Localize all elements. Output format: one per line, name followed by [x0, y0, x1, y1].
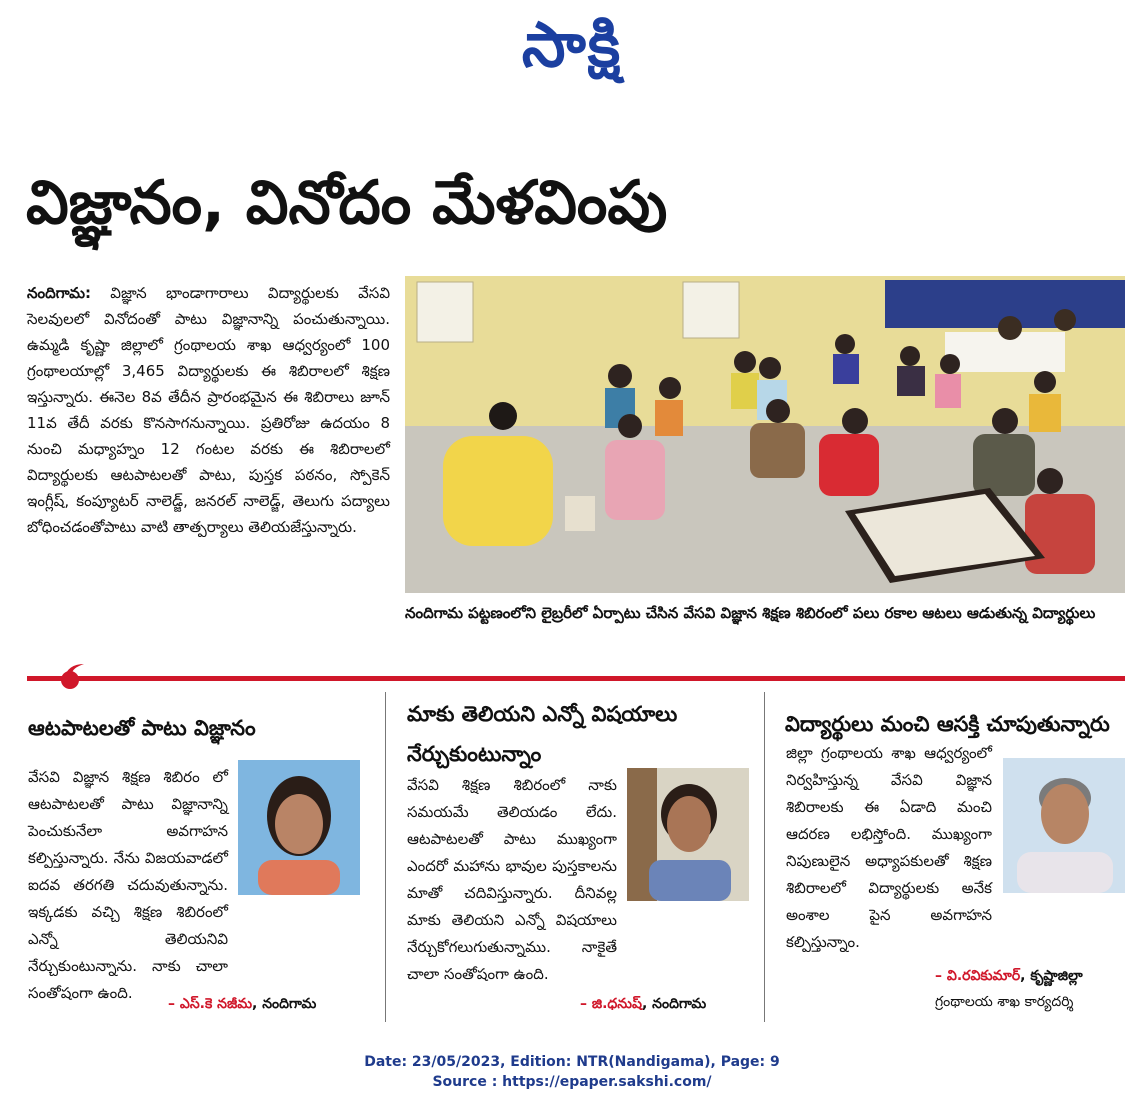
column-1-byline: – ఎస్.కె నజీమ, నందిగామ	[168, 996, 317, 1012]
column-2-byline: – జి.ధనుష్, నందిగామ	[580, 996, 707, 1012]
footer-date-line: Date: 23/05/2023, Edition: NTR(Nandigama), Page: 9	[364, 1054, 780, 1070]
column-2-heading: మాకు తెలియని ఎన్నో విషయాలు నేర్చుకుంటున్నాం	[407, 702, 678, 766]
photo-illustration	[405, 276, 1125, 593]
masthead-logo: సాక్షి	[521, 8, 623, 81]
byline-place: , నందిగామ	[641, 996, 707, 1012]
dateline: నందిగామ:	[27, 284, 91, 302]
column-3-byline: – వి.రవికుమార్, కృష్ణాజిల్లా	[935, 968, 1083, 984]
byline-place: , కృష్ణాజిల్లా	[1020, 968, 1083, 984]
page-headline: విజ్ఞానం, వినోదం మేళవింపు	[26, 168, 668, 238]
column-3-body	[786, 740, 992, 956]
column-rule	[764, 692, 765, 1022]
quote-mark-icon	[60, 662, 90, 690]
footer-source-line: Source : https://epaper.sakshi.com/	[432, 1074, 712, 1090]
column-3-text: జిల్లా గ్రంథాలయ శాఖ ఆధ్వర్యంలో నిర్వహిస్తున్న వేసవి విజ్ఞాన శిబిరాలకు ఈ ఏడాది మంచి ఆదరణ లభిస్తోంది. ముఖ్యంగా నిపుణులైన అధ్యాపకులతో శిక్షణ శిబిరాలలో విద్యార్థులకు అనేక అంశాల పైన అవగాహన కల్పిస్తున్నాం.	[786, 744, 992, 951]
column-3-heading: విద్యార్థులు మంచి ఆసక్తి చూపుతున్నారు	[785, 712, 1110, 736]
byline-name: వి.రవికుమార్	[946, 968, 1021, 984]
portrait-photo	[238, 760, 360, 895]
photo-caption: నందిగామ పట్టణంలోని లైబ్రరీలో ఏర్పాటు చేసిన వేసవి విజ్ఞాన శిక్షణ శిబిరంలో పలు రకాల ఆటలు ఆడుతున్న విద్యార్థులు	[405, 604, 1096, 622]
byline-name: ఎస్.కె నజీమ	[179, 996, 253, 1012]
lead-body: విజ్ఞాన భాండాగారాలు విద్యార్థులకు వేసవి సెలవులలో వినోదంతో పాటు విజ్ఞానాన్ని పంచుతున్నాయి. ఉమ్మడి కృష్ణా జిల్లాలో గ్రంథాలయ శాఖ ఆధ్వర్యంలో 100 గ్రంథాలయాల్లో 3,465 విద్యార్థులకు ఈ శిబిరాలలో శిక్షణ ఇస్తున్నారు. ఈనెల 8వ తేదీన ప్రారంభమైన ఈ శిబిరాలు జూన్ 11వ తేదీ వరకు కొనసాగనున్నాయి. ప్రతిరోజు ఉదయం 8 నుంచి మధ్యాహ్నం 12 గంటల వరకు ఈ శిబిరాలలో విద్యార్థులకు ఆటపాటలతో పాటు, పుస్తక పఠనం, స్పోకెన్ ఇంగ్లీష్, కంప్యూటర్ నాలెడ్జ్, జనరల్ నాలెడ్జ్, తెలుగు పద్యాలు బోధించడంతోపాటు వాటి తాత్పర్యాలు తెలియజేస్తున్నారు.	[27, 284, 390, 536]
column-2-text: వేసవి శిక్షణ శిబిరంలో నాకు సమయమే తెలియడం లేదు. ఆటపాటలతో పాటు ముఖ్యంగా ఎందరో మహాను భావుల పుస్తకాలను మాతో చదివిస్తున్నారు. దీనివల్ల మాకు తెలియని ఎన్నో విషయాలు నేర్చుకోగలుగుతున్నాము. నాకైతే చాలా సంతోషంగా ఉంది.	[407, 776, 617, 983]
lead-article	[27, 280, 390, 540]
column-1-heading: ఆటపాటలతో పాటు విజ్ఞానం	[28, 716, 256, 740]
column-1-body-top	[28, 764, 228, 1007]
section-divider	[27, 676, 1125, 681]
column-3-byline-role: గ్రంథాలయ శాఖ కార్యదర్శి	[935, 994, 1074, 1010]
column-1-text: వేసవి విజ్ఞాన శిక్షణ శిబిరం లో ఆటపాటలతో పాటు విజ్ఞానాన్ని పెంచుకునేలా అవగాహన కల్పిస్తున్నారు. నేను విజయవాడలో ఐదవ తరగతి చదువుతున్నాను. ఇక్కడకు వచ్చి శిక్షణ శిబిరంలో ఎన్నో తెలియనివి నేర్చుకుంటున్నాను. నాకు చాలా సంతోషంగా ఉంది.	[28, 768, 228, 1002]
page-footer	[0, 1052, 1144, 1092]
byline-name: జి.ధనుష్	[591, 996, 642, 1012]
main-photo	[405, 276, 1125, 593]
portrait-photo	[627, 768, 749, 901]
portrait-photo	[1003, 758, 1125, 893]
column-2-body	[407, 772, 617, 988]
byline-place: , నందిగామ	[252, 996, 317, 1012]
column-rule	[385, 692, 386, 1022]
